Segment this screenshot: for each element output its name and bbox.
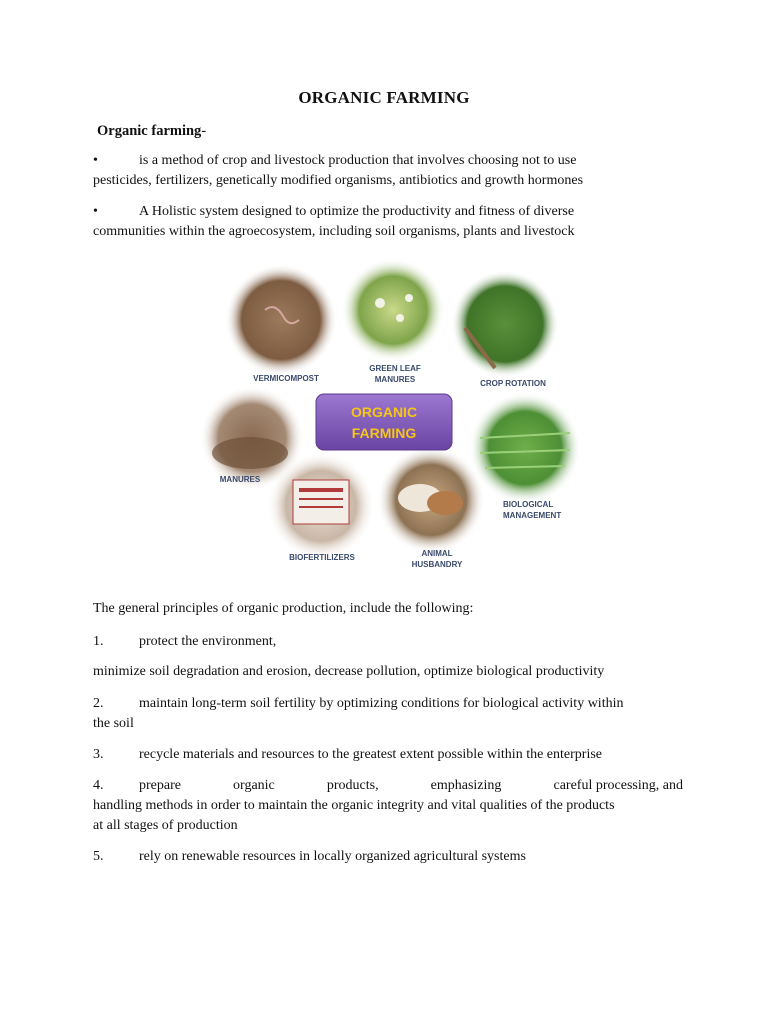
principle-text: recycle materials and resources to the greatest extent possible within the enterprise xyxy=(139,747,602,762)
biological-management-image xyxy=(469,392,581,504)
biofertilizers-image xyxy=(267,452,375,560)
principle-continuation: handling methods in order to maintain the organic integrity and vital qualities of the products xyxy=(93,798,615,813)
principle-word: emphasizing xyxy=(430,778,502,793)
organic-farming-center-box xyxy=(316,394,452,450)
principle-subitem-1 xyxy=(93,662,683,682)
subheading-suffix: - xyxy=(201,123,207,139)
caption-animal-line1: ANIMAL xyxy=(421,549,453,558)
bullet-marker: • xyxy=(93,153,98,168)
center-label-line1: ORGANIC xyxy=(350,404,418,420)
caption-vermicompost: VERMICOMPOST xyxy=(253,374,319,383)
vermicompost-image xyxy=(225,264,337,376)
principle-number: 1. xyxy=(93,634,104,649)
principle-number: 2. xyxy=(93,696,104,711)
bullet-marker: • xyxy=(93,204,98,219)
principle-text: protect the environment, xyxy=(139,634,277,649)
bullet-line: is a method of crop and livestock production that involves choosing not to use xyxy=(139,153,577,168)
caption-manures: MANURES xyxy=(219,475,261,484)
page-title: ORGANIC FARMING xyxy=(298,88,470,107)
principle-continuation: at all stages of production xyxy=(93,818,238,833)
principle-continuation: the soil xyxy=(93,716,134,731)
principle-item-1 xyxy=(93,632,683,652)
principles-intro: The general principles of organic production, include the following: xyxy=(93,601,474,616)
bullet-item-2 xyxy=(93,202,683,242)
caption-green-leaf-line1: GREEN LEAF xyxy=(369,364,421,373)
bullet-item-1 xyxy=(93,151,683,191)
principle-word: products, xyxy=(326,778,379,793)
principle-item-4 xyxy=(93,776,683,836)
principle-word: prepare xyxy=(139,778,181,793)
principle-text xyxy=(139,776,683,796)
principle-item-2 xyxy=(93,694,683,734)
crop-rotation-image xyxy=(451,270,559,378)
principle-word: careful processing, and xyxy=(553,778,683,793)
principle-text: minimize soil degradation and erosion, decrease pollution, optimize biological productivity xyxy=(93,664,605,679)
center-label-line2: FARMING xyxy=(351,425,417,441)
caption-animal-line2: HUSBANDRY xyxy=(411,560,463,569)
subheading xyxy=(97,121,687,141)
bullet-line: A Holistic system designed to optimize the productivity and fitness of diverse xyxy=(139,204,575,219)
principle-item-3 xyxy=(93,745,683,765)
subheading-text: Organic farming xyxy=(97,123,202,139)
principle-item-5 xyxy=(93,847,683,867)
caption-biofertilizers: BIOFERTILIZERS xyxy=(289,553,355,562)
bullet-line: communities within the agroecosystem, including soil organisms, plants and livestock xyxy=(93,224,575,239)
principle-text: rely on renewable resources in locally organized agricultural systems xyxy=(139,849,526,864)
caption-biological-line1: BIOLOGICAL xyxy=(503,500,554,509)
principle-number: 5. xyxy=(93,849,104,864)
bullet-line: pesticides, fertilizers, genetically modified organisms, antibiotics and growth hormones xyxy=(93,173,584,188)
organic-farming-diagram xyxy=(195,258,585,576)
animal-husbandry-image xyxy=(377,446,485,554)
principle-number: 4. xyxy=(93,778,104,793)
green-leaf-manures-image xyxy=(341,258,445,362)
caption-green-leaf-line2: MANURES xyxy=(374,375,416,384)
principle-word: organic xyxy=(233,778,275,793)
principle-number: 3. xyxy=(93,747,104,762)
caption-crop-rotation: CROP ROTATION xyxy=(480,379,546,388)
principle-text: maintain long-term soil fertility by optimizing conditions for biological activity within xyxy=(139,696,624,711)
caption-biological-line2: MANAGEMENT xyxy=(503,511,562,520)
